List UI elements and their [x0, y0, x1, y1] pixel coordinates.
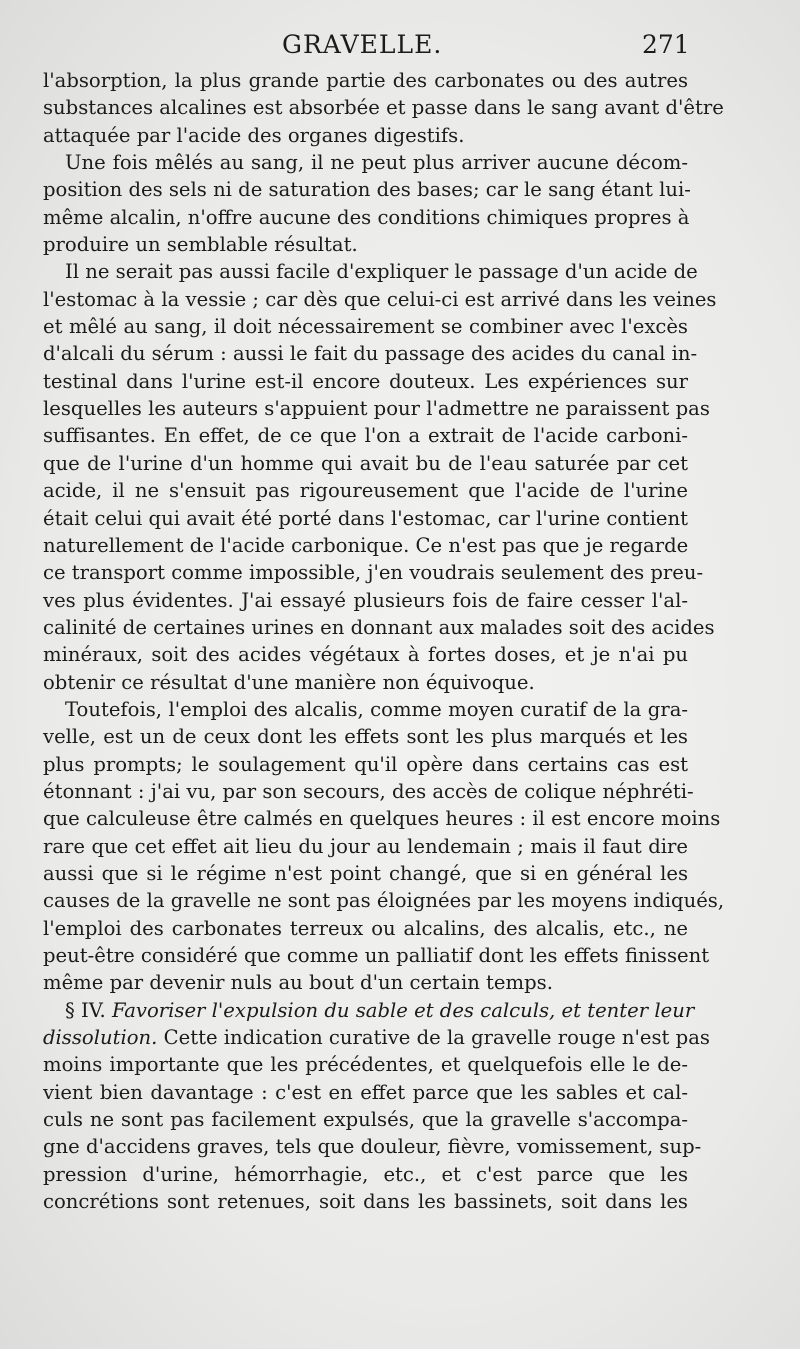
text-line: gne d'accidens graves, tels que douleur, fièvre, vomissement, sup- — [43, 1135, 702, 1159]
text-line: Il ne serait pas aussi facile d'expliquer le passage d'un acide de — [65, 260, 698, 284]
text-line: obtenir ce résultat d'une manière non équivoque. — [43, 670, 535, 694]
section-paragraph — [43, 997, 710, 1216]
text-line: acide, il ne s'ensuit pas rigoureusement que l'acide de l'urine — [43, 479, 688, 503]
section-title: Favoriser l'expulsion du sable et des calculs, et tenter leur — [111, 998, 695, 1022]
body-text — [43, 67, 725, 1215]
section-label: § IV. — [65, 998, 106, 1022]
text-line: que de l'urine d'un homme qui avait bu de l'eau saturée par cet — [43, 451, 688, 475]
text-line: causes de la gravelle ne sont pas éloignées par les moyens indiqués, — [43, 889, 725, 913]
text-line: naturellement de l'acide carbonique. Ce n'est pas que je regarde — [43, 533, 689, 557]
text-line: plus prompts; le soulagement qu'il opère dans certains cas est — [43, 752, 688, 776]
text-line: vient bien davantage : c'est en effet parce que les sables et cal- — [43, 1080, 688, 1104]
text-line: l'estomac à la vessie ; car dès que celui-ci est arrivé dans les veines — [43, 287, 717, 311]
text-line: minéraux, soit des acides végétaux à fortes doses, et je n'ai pu — [43, 643, 688, 667]
paragraph — [43, 696, 725, 997]
running-title: GRAVELLE. — [282, 30, 443, 59]
text-line: même alcalin, n'offre aucune des conditions chimiques propres à — [43, 205, 690, 229]
section-heading-line — [43, 997, 695, 1024]
text-line: testinal dans l'urine est-il encore douteux. Les expériences sur — [43, 369, 688, 393]
text-line: peut-être considéré que comme un palliatif dont les effets finissent — [43, 944, 710, 967]
paragraph — [43, 258, 717, 696]
text-line: pression d'urine, hémorrhagie, etc., et c'est parce que les — [43, 1162, 688, 1186]
page-number: 271 — [642, 30, 690, 59]
text-line: l'emploi des carbonates terreux ou alcalins, des alcalis, etc., ne — [43, 916, 688, 940]
text-line: calinité de certaines urines en donnant aux malades soit des acides — [43, 615, 715, 639]
text-line: et mêlé au sang, il doit nécessairement se combiner avec l'excès — [43, 315, 688, 339]
text-line: d'alcali du sérum : aussi le fait du passage des acides du canal in- — [43, 342, 698, 366]
text-run: Cette indication curative de la gravelle rouge n'est pas — [163, 1026, 710, 1050]
text-line: velle, est un de ceux dont les effets sont les plus marqués et les — [43, 725, 688, 749]
text-line: attaquée par l'acide des organes digestifs. — [43, 123, 465, 147]
section-title-continued: dissolution. — [43, 1026, 158, 1050]
text-line: moins importante que les précédentes, et quelquefois elle le de- — [43, 1053, 688, 1077]
paragraph — [43, 67, 724, 149]
text-line: culs ne sont pas facilement expulsés, que la gravelle s'accompa- — [43, 1108, 688, 1132]
text-line: substances alcalines est absorbée et passe dans le sang avant d'être — [43, 96, 724, 120]
text-line: ves plus évidentes. J'ai essayé plusieurs fois de faire cesser l'al- — [43, 588, 688, 612]
text-line: lesquelles les auteurs s'appuient pour l'admettre ne paraissent pas — [43, 397, 710, 421]
text-line — [43, 1024, 710, 1051]
text-line: suffisantes. En effet, de ce que l'on a extrait de l'acide carboni- — [43, 424, 688, 448]
text-line: que calculeuse être calmés en quelques heures : il est encore moins — [43, 807, 721, 831]
text-line: produire un semblable résultat. — [43, 233, 358, 257]
page-header — [0, 26, 800, 66]
text-line: ce transport comme impossible, j'en voudrais seulement des preu- — [43, 561, 704, 585]
text-line: aussi que si le régime n'est point changé, que si en général les — [43, 861, 688, 885]
text-line: même par devenir nuls au bout d'un certain temps. — [43, 971, 553, 995]
text-line: l'absorption, la plus grande partie des carbonates ou des autres — [43, 69, 688, 92]
text-line: était celui qui avait été porté dans l'estomac, car l'urine contient — [43, 506, 688, 530]
text-line: étonnant : j'ai vu, par son secours, des accès de colique néphréti- — [43, 779, 694, 803]
text-line: position des sels ni de saturation des bases; car le sang étant lui- — [43, 178, 691, 202]
text-line: Une fois mêlés au sang, il ne peut plus arriver aucune décom- — [65, 151, 688, 175]
text-line: concrétions sont retenues, soit dans les bassinets, soit dans les — [43, 1190, 688, 1214]
text-line: Toutefois, l'emploi des alcalis, comme moyen curatif de la gra- — [65, 697, 688, 721]
text-line: rare que cet effet ait lieu du jour au lendemain ; mais il faut dire — [43, 834, 688, 858]
paragraph — [43, 149, 691, 258]
